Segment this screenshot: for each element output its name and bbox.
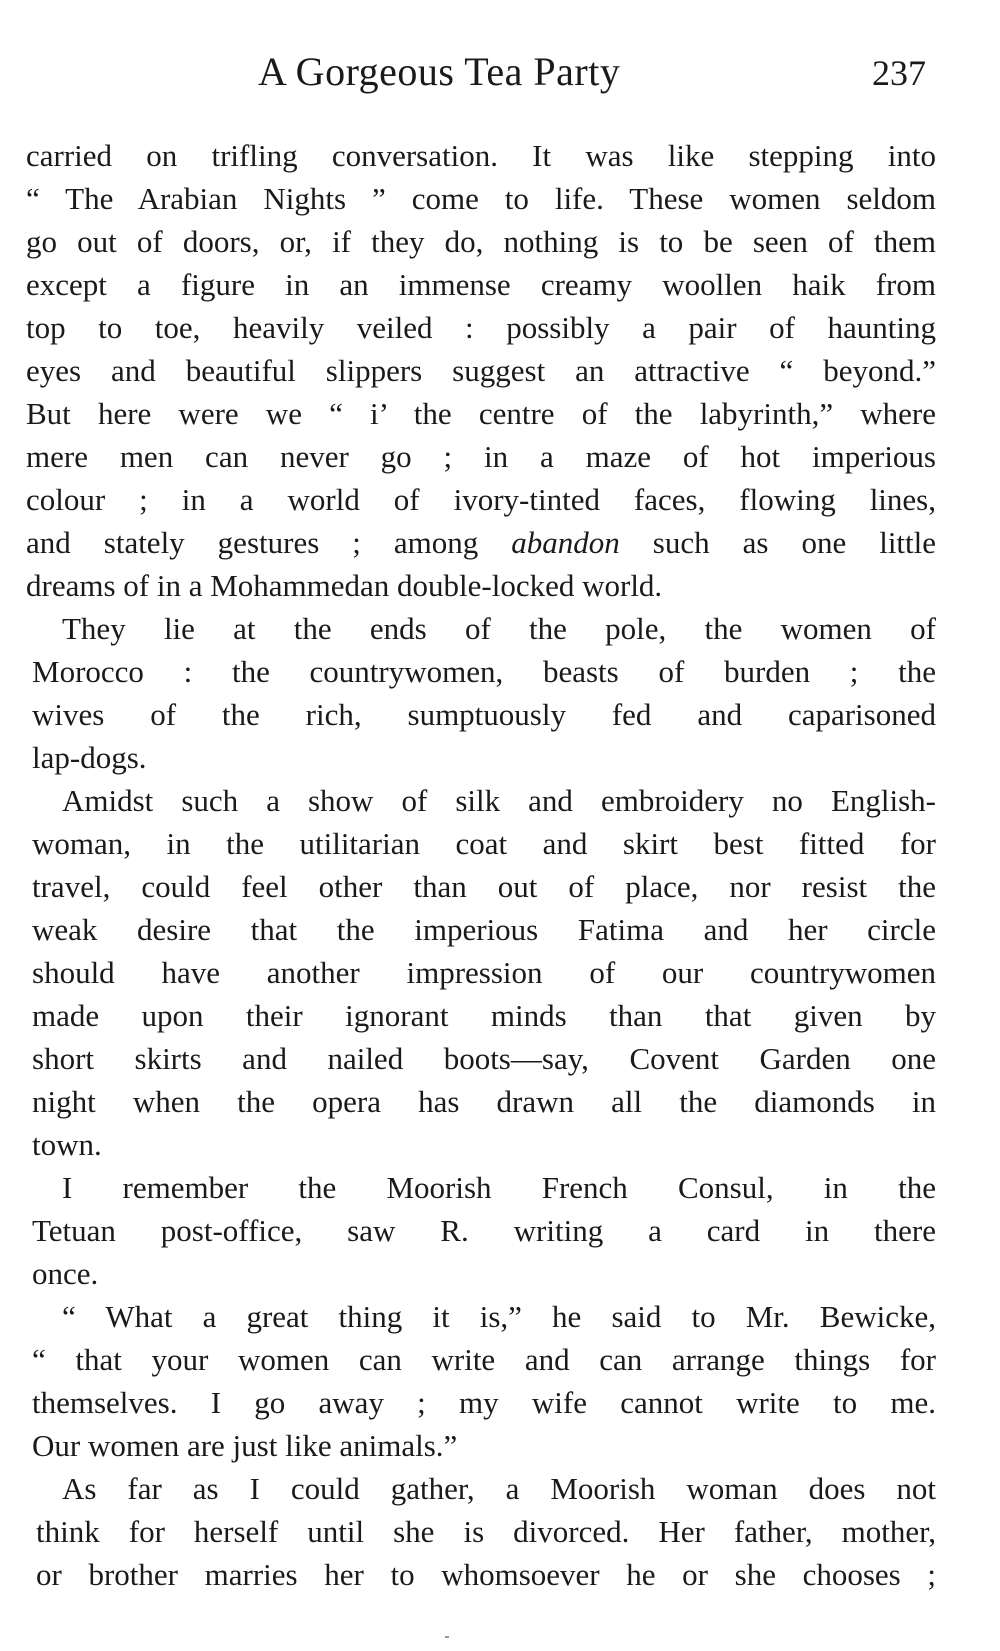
text-line: should have another impression of our countrywomen bbox=[32, 955, 936, 990]
text-line: “ that your women can write and can arrange things for bbox=[32, 1342, 936, 1377]
paragraph-start-line: As far as I could gather, a Moorish woman does not bbox=[62, 1471, 936, 1506]
page-header bbox=[0, 48, 1000, 108]
text-line: think for herself until she is divorced. Her father, mother, bbox=[36, 1514, 936, 1549]
text-line: mere men can never go ; in a maze of hot imperious bbox=[26, 439, 936, 474]
running-title: A Gorgeous Tea Party bbox=[258, 49, 621, 94]
text-line: short skirts and nailed boots—say, Covent Garden one bbox=[32, 1041, 936, 1076]
page-number: 237 bbox=[872, 53, 926, 93]
text-line: except a figure in an immense creamy woollen haik from bbox=[26, 267, 936, 302]
text-line: once. bbox=[32, 1256, 99, 1291]
text-line: travel, could feel other than out of place, nor resist the bbox=[32, 869, 936, 904]
paragraph-start-line: I remember the Moorish French Consul, in the bbox=[62, 1170, 936, 1205]
text-line: Morocco : the countrywomen, beasts of burden ; the bbox=[32, 654, 936, 689]
body-text bbox=[26, 134, 936, 1596]
text-line: But here were we “ i’ the centre of the labyrinth,” where bbox=[26, 396, 936, 431]
text-line: Tetuan post-office, saw R. writing a card in there bbox=[32, 1213, 936, 1248]
text-line: colour ; in a world of ivory-tinted faces, flowing lines, bbox=[26, 482, 936, 517]
scan-speck bbox=[445, 1636, 449, 1638]
text-line: wives of the rich, sumptuously fed and caparisoned bbox=[32, 697, 936, 732]
text-line: night when the opera has drawn all the diamonds in bbox=[32, 1084, 936, 1119]
text-segment: and stately gestures ; among bbox=[26, 525, 479, 560]
paragraph-start-line: They lie at the ends of the pole, the women of bbox=[62, 611, 936, 646]
text-line: top to toe, heavily veiled : possibly a pair of haunting bbox=[26, 310, 936, 345]
text-line-with-italic bbox=[26, 521, 936, 564]
italic-word: abandon bbox=[511, 525, 620, 560]
text-segment: such as one little bbox=[652, 525, 937, 560]
paragraph-start-line: “ What a great thing it is,” he said to Mr. Bewicke, bbox=[62, 1299, 936, 1334]
text-line: eyes and beautiful slippers suggest an attractive “ beyond.” bbox=[26, 353, 936, 388]
text-line: dreams of in a Mohammedan double-locked world. bbox=[26, 568, 663, 603]
text-line: go out of doors, or, if they do, nothing is to be seen of them bbox=[26, 224, 936, 259]
text-line: woman, in the utilitarian coat and skirt best fitted for bbox=[32, 826, 936, 861]
paragraph-start-line: Amidst such a show of silk and embroidery no English- bbox=[62, 783, 936, 818]
text-line: lap-dogs. bbox=[32, 740, 147, 775]
text-line: carried on trifling conversation. It was like stepping into bbox=[26, 138, 936, 173]
text-line: weak desire that the imperious Fatima and her circle bbox=[32, 912, 936, 947]
text-line: Our women are just like animals.” bbox=[32, 1428, 458, 1463]
text-line: themselves. I go away ; my wife cannot write to me. bbox=[32, 1385, 936, 1420]
text-line: or brother marries her to whomsoever he or she chooses ; bbox=[36, 1557, 936, 1592]
text-line: “ The Arabian Nights ” come to life. These women seldom bbox=[26, 181, 936, 216]
text-line: made upon their ignorant minds than that given by bbox=[32, 998, 936, 1033]
text-line: town. bbox=[32, 1127, 102, 1162]
